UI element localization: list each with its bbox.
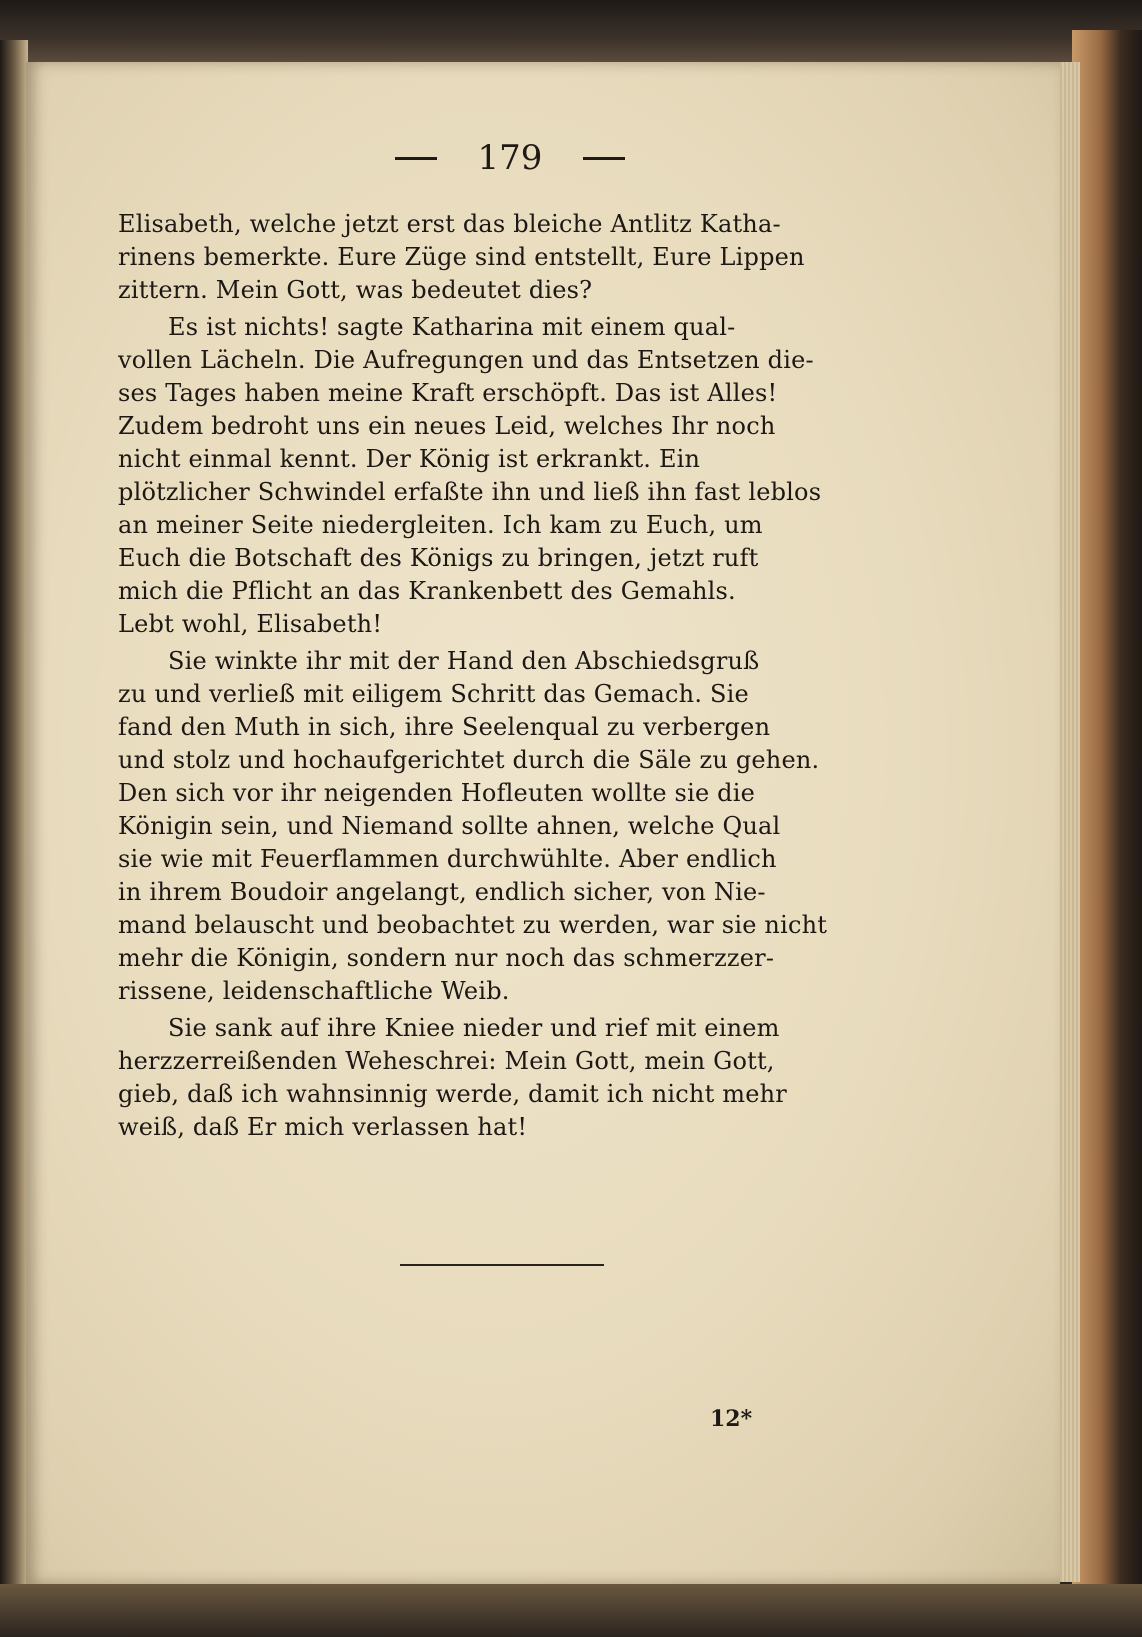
book-cover-edge: [1072, 30, 1142, 1637]
text-line: rissene, leidenschaftliche Weib.: [118, 977, 510, 1005]
header-dash-right: [583, 157, 625, 160]
text-line: vollen Lächeln. Die Aufregungen und das Entsetzen die-: [118, 346, 814, 374]
text-line: ses Tages haben meine Kraft erschöpft. Das ist Alles!: [118, 379, 778, 407]
text-line: zu und verließ mit eiligem Schritt das Gemach. Sie: [118, 680, 749, 708]
text-line: mich die Pflicht an das Krankenbett des Gemahls.: [118, 577, 736, 605]
text-line: Zudem bedroht uns ein neues Leid, welches Ihr noch: [118, 412, 776, 440]
text-line: gieb, daß ich wahnsinnig werde, damit ich nicht mehr: [118, 1080, 787, 1108]
text-line: zittern. Mein Gott, was bedeutet dies?: [118, 276, 593, 304]
page-header: [395, 136, 625, 180]
text-line: Den sich vor ihr neigenden Hofleuten wollte sie die: [118, 779, 756, 807]
text-line: Königin sein, und Niemand sollte ahnen, welche Qual: [118, 812, 781, 840]
text-line: mand belauscht und beobachtet zu werden, war sie nicht: [118, 911, 828, 939]
page-number: 179: [477, 138, 543, 178]
text-line: an meiner Seite niedergleiten. Ich kam zu Euch, um: [118, 511, 763, 539]
paragraph-1: [118, 208, 900, 307]
body-text: [118, 208, 900, 1148]
page-stack-edge: [1058, 62, 1080, 1582]
text-line: sie wie mit Feuerflammen durchwühlte. Aber endlich: [118, 845, 777, 873]
text-line: plötzlicher Schwindel erfaßte ihn und ließ ihn fast leblos: [118, 478, 822, 506]
text-line: fand den Muth in sich, ihre Seelenqual zu verbergen: [118, 713, 771, 741]
text-line: Elisabeth, welche jetzt erst das bleiche Antlitz Katha-: [118, 210, 781, 238]
text-line: weiß, daß Er mich verlassen hat!: [118, 1113, 528, 1141]
text-line: in ihrem Boudoir angelangt, endlich sicher, von Nie-: [118, 878, 766, 906]
text-line: nicht einmal kennt. Der König ist erkrankt. Ein: [118, 445, 701, 473]
scan-top-edge: [0, 0, 1142, 62]
paragraph-4: [118, 1012, 900, 1144]
text-line: und stolz und hochaufgerichtet durch die Säle zu gehen.: [118, 746, 820, 774]
text-line: Lebt wohl, Elisabeth!: [118, 610, 383, 638]
scan-bottom-edge: [0, 1584, 1142, 1637]
paragraph-3: [118, 645, 900, 1008]
signature-mark: 12*: [710, 1406, 753, 1432]
paragraph-2: [118, 311, 900, 641]
text-line: mehr die Königin, sondern nur noch das schmerzzer-: [118, 944, 775, 972]
header-dash-left: [395, 157, 437, 160]
text-line: herzzerreißenden Weheschrei: Mein Gott, mein Gott,: [118, 1047, 775, 1075]
text-line: Sie sank auf ihre Kniee nieder und rief mit einem: [168, 1014, 780, 1042]
text-line: Es ist nichts! sagte Katharina mit einem qual-: [168, 313, 736, 341]
binding-left-edge: [0, 40, 28, 1637]
text-line: Sie winkte ihr mit der Hand den Abschiedsgruß: [168, 647, 760, 675]
text-line: Euch die Botschaft des Königs zu bringen, jetzt ruft: [118, 544, 759, 572]
end-rule: [400, 1264, 604, 1266]
text-line: rinens bemerkte. Eure Züge sind entstellt, Eure Lippen: [118, 243, 805, 271]
